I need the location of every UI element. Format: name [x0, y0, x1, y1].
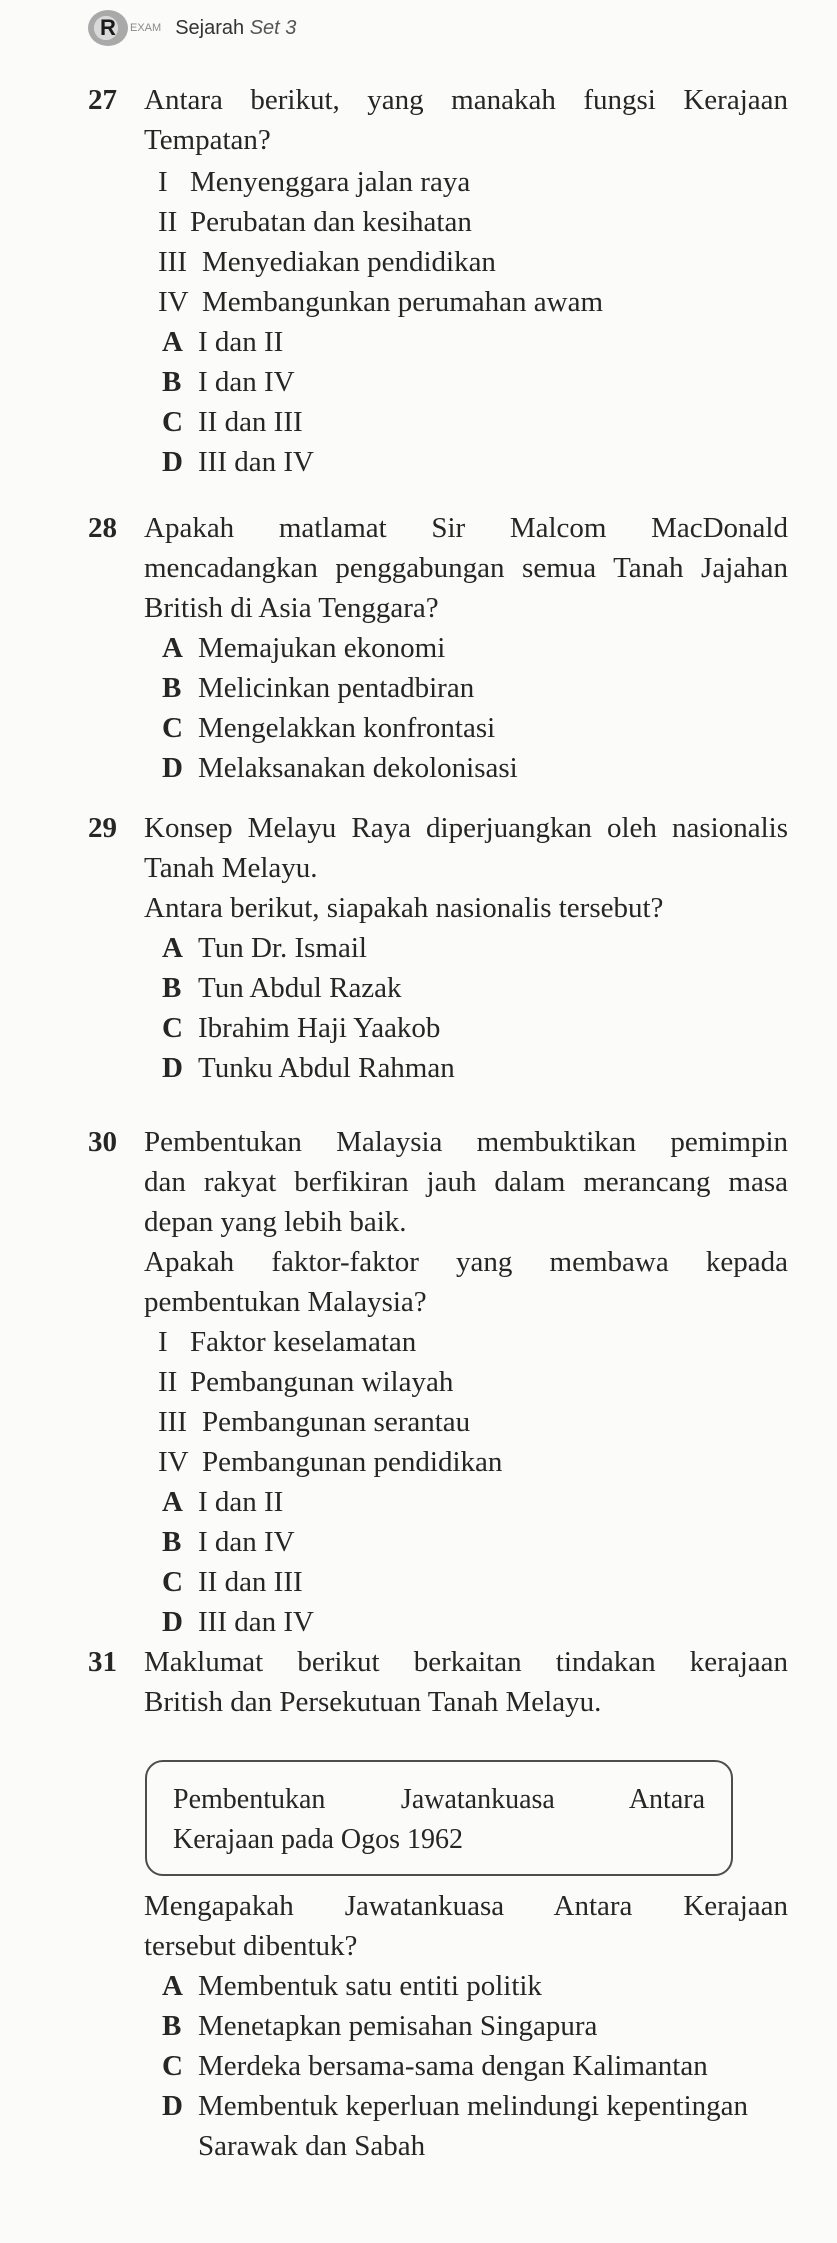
option-text: Merdeka bersama-sama dengan Kalimantan	[198, 2050, 708, 2082]
question-stem-text: pembentukan Malaysia?	[144, 1286, 427, 1318]
statement-text: Perubatan dan kesihatan	[190, 206, 472, 238]
info-box	[145, 1760, 733, 1876]
answer-options	[88, 1482, 788, 1642]
statement-text: Menyediakan pendidikan	[202, 246, 496, 278]
option-text: II dan III	[198, 1566, 303, 1598]
option-letter: C	[162, 1012, 183, 1044]
option-text: I dan II	[198, 1486, 284, 1518]
statement-numeral: III	[158, 246, 187, 278]
option-letter: B	[162, 972, 182, 1004]
option-letter: C	[162, 1566, 183, 1598]
question-30	[88, 1122, 788, 1642]
option-d[interactable]	[144, 1602, 788, 1642]
question-number: 28	[88, 512, 117, 544]
statement-list	[88, 162, 788, 322]
statement-numeral: IV	[158, 1446, 189, 1478]
option-letter: D	[162, 1606, 183, 1638]
subject-name: Sejarah	[175, 16, 245, 39]
question-stem-text: Antara berikut, siapakah nasionalis tersebut?	[144, 892, 664, 924]
question-27	[88, 80, 788, 482]
option-letter: B	[162, 366, 182, 398]
subject-title	[175, 17, 296, 40]
page-header	[88, 8, 296, 48]
question-28	[88, 508, 788, 788]
set-label: Set 3	[249, 16, 297, 39]
statement-text: Pembangunan wilayah	[190, 1366, 454, 1398]
question-stem-text: tersebut dibentuk?	[144, 1930, 358, 1962]
question-stem-line	[88, 1642, 788, 1682]
option-text: I dan IV	[198, 1526, 295, 1558]
info-box-text: Pembentukan Jawatankuasa Antara	[173, 1784, 705, 1815]
question-number: 29	[88, 812, 117, 844]
option-letter: C	[162, 712, 183, 744]
statement-item	[158, 242, 788, 282]
option-text: I dan II	[198, 326, 284, 358]
option-text: Tunku Abdul Rahman	[198, 1052, 455, 1084]
question-stem-text: dan rakyat berfikiran jauh dalam merancang masa	[144, 1166, 788, 1198]
question-stem-line	[88, 1122, 788, 1162]
option-letter: D	[162, 446, 183, 478]
option-d[interactable]	[144, 1048, 788, 1088]
option-b[interactable]	[144, 668, 788, 708]
option-text-continued: Sarawak dan Sabah	[198, 2130, 426, 2162]
statement-numeral: II	[158, 1366, 178, 1398]
option-text: Mengelakkan konfrontasi	[198, 712, 496, 744]
statement-numeral: I	[158, 166, 168, 198]
publisher-logo	[88, 10, 128, 46]
option-letter: D	[162, 1052, 183, 1084]
statement-item	[158, 1402, 788, 1442]
question-stem-text: Antara berikut, yang manakah fungsi Kerajaan	[144, 84, 788, 116]
question-stem-line	[88, 808, 788, 848]
option-a[interactable]	[144, 322, 788, 362]
statement-item	[158, 1442, 788, 1482]
option-letter: A	[162, 632, 183, 664]
logo-tag: EXAM	[130, 22, 162, 34]
option-a[interactable]	[144, 1966, 788, 2006]
option-c[interactable]	[144, 402, 788, 442]
question-stem-text: Konsep Melayu Raya diperjuangkan oleh nasionalis	[144, 812, 788, 844]
option-d[interactable]	[144, 442, 788, 482]
question-number: 30	[88, 1126, 117, 1158]
statement-text: Pembangunan pendidikan	[202, 1446, 503, 1478]
question-stem-text: mencadangkan penggabungan semua Tanah Jajahan	[144, 552, 788, 584]
question-stem-text: Mengapakah Jawatankuasa Antara Kerajaan	[144, 1890, 788, 1922]
info-box-text: Kerajaan pada Ogos 1962	[173, 1824, 464, 1855]
question-stem-text: Tanah Melayu.	[144, 852, 318, 884]
option-letter: B	[162, 672, 182, 704]
option-c[interactable]	[144, 2046, 788, 2086]
question-number: 27	[88, 84, 117, 116]
option-c[interactable]	[144, 1562, 788, 1602]
statement-item	[158, 1362, 788, 1402]
option-letter: C	[162, 406, 183, 438]
option-d[interactable]	[144, 748, 788, 788]
statement-text: Menyenggara jalan raya	[190, 166, 471, 198]
answer-options	[88, 1966, 788, 2166]
option-a[interactable]	[144, 1482, 788, 1522]
option-letter: A	[162, 1486, 183, 1518]
question-31-prompt	[88, 1886, 788, 2166]
option-letter: B	[162, 1526, 182, 1558]
option-text: III dan IV	[198, 1606, 314, 1638]
question-stem-line	[88, 508, 788, 548]
statement-text: Pembangunan serantau	[202, 1406, 471, 1438]
option-text: Melaksanakan dekolonisasi	[198, 752, 518, 784]
option-c[interactable]	[144, 708, 788, 748]
option-letter: A	[162, 1970, 183, 2002]
option-text: Membentuk keperluan melindungi kepentingan	[198, 2090, 749, 2122]
option-text: Melicinkan pentadbiran	[198, 672, 475, 704]
statement-item	[158, 162, 788, 202]
logo-letter: R	[100, 15, 116, 40]
answer-options	[88, 628, 788, 788]
option-letter: C	[162, 2050, 183, 2082]
option-d[interactable]	[144, 2086, 788, 2166]
option-letter: D	[162, 2090, 183, 2122]
option-letter: A	[162, 326, 183, 358]
statement-numeral: III	[158, 1406, 187, 1438]
option-text: II dan III	[198, 406, 303, 438]
statement-text: Faktor keselamatan	[190, 1326, 417, 1358]
question-stem-text: Tempatan?	[144, 124, 271, 156]
question-stem-text: depan yang lebih baik.	[144, 1206, 407, 1238]
option-b[interactable]	[144, 2006, 788, 2046]
option-letter: B	[162, 2010, 182, 2042]
statement-item	[158, 1322, 788, 1362]
option-text: Ibrahim Haji Yaakob	[198, 1012, 441, 1044]
option-b[interactable]	[144, 362, 788, 402]
question-stem-text: Maklumat berikut berkaitan tindakan kerajaan	[144, 1646, 788, 1678]
option-text-block	[198, 2086, 788, 2166]
option-text: Memajukan ekonomi	[198, 632, 446, 664]
question-stem-text: Apakah matlamat Sir Malcom MacDonald	[144, 512, 788, 544]
statement-text: Membangunkan perumahan awam	[202, 286, 604, 318]
answer-options	[88, 322, 788, 482]
statement-numeral: I	[158, 1326, 168, 1358]
question-stem-text: British dan Persekutuan Tanah Melayu.	[144, 1686, 602, 1718]
answer-options	[88, 928, 788, 1088]
question-number: 31	[88, 1646, 117, 1678]
option-text: Menetapkan pemisahan Singapura	[198, 2010, 598, 2042]
option-a[interactable]	[144, 928, 788, 968]
option-text: III dan IV	[198, 446, 314, 478]
option-b[interactable]	[144, 968, 788, 1008]
question-29	[88, 808, 788, 1088]
option-text: Tun Dr. Ismail	[198, 932, 367, 964]
statement-numeral: IV	[158, 286, 189, 318]
question-stem-text: Pembentukan Malaysia membuktikan pemimpin	[144, 1126, 788, 1158]
option-letter: A	[162, 932, 183, 964]
question-stem-text: British di Asia Tenggara?	[144, 592, 439, 624]
statement-numeral: II	[158, 206, 178, 238]
option-letter: D	[162, 752, 183, 784]
option-text: I dan IV	[198, 366, 295, 398]
question-stem-text: Apakah faktor-faktor yang membawa kepada	[144, 1246, 788, 1278]
option-c[interactable]	[144, 1008, 788, 1048]
question-stem-line	[88, 80, 788, 120]
option-text: Tun Abdul Razak	[198, 972, 402, 1004]
statement-item	[158, 202, 788, 242]
question-31	[88, 1642, 788, 1722]
statement-item	[158, 282, 788, 322]
option-b[interactable]	[144, 1522, 788, 1562]
statement-list	[88, 1322, 788, 1482]
option-text: Membentuk satu entiti politik	[198, 1970, 542, 2002]
option-a[interactable]	[144, 628, 788, 668]
